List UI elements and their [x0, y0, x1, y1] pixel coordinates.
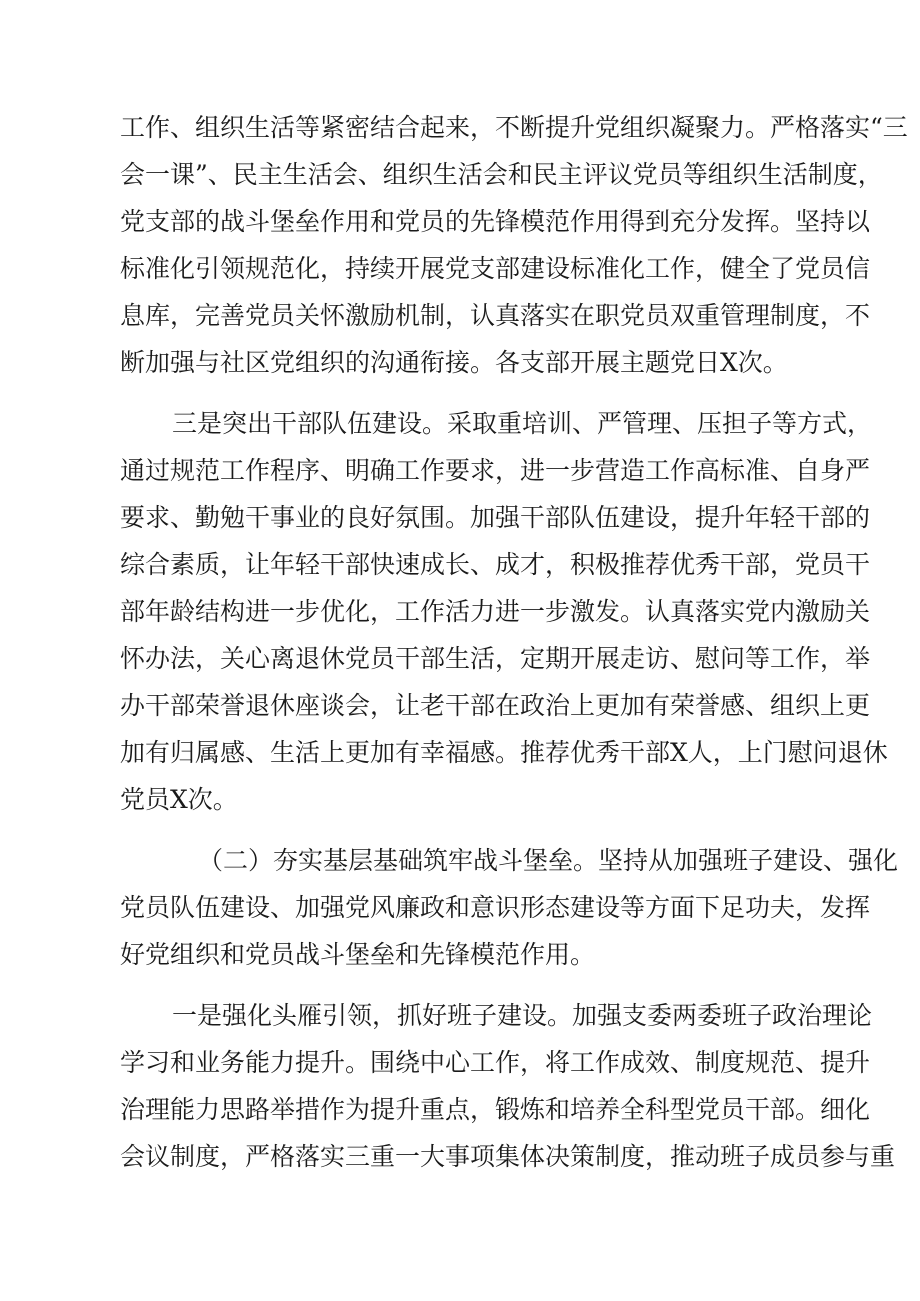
- text-line: 息库，完善党员关怀激励机制，认真落实在职党员双重管理制度，不: [120, 301, 871, 330]
- text-line: 要求、勤勉干事业的良好氛围。加强干部队伍建设，提升年轻干部的: [120, 503, 871, 532]
- paragraph-leadership-team: [120, 992, 896, 1180]
- text-line: 党支部的战斗堡垒作用和党员的先锋模范作用得到充分发挥。坚持以: [120, 207, 871, 236]
- paragraph-cadre-team: [120, 400, 888, 823]
- section-heading-line: （二）夯实基层基础筑牢战斗堡垒。坚持从加强班子建设、强化: [198, 846, 899, 875]
- paragraph-spacer: [120, 978, 800, 992]
- text-line: 综合素质，让年轻干部快速成长、成才，积极推荐优秀干部，党员干: [120, 550, 871, 579]
- text-line: 好党组织和党员战斗堡垒和先锋模范作用。: [120, 940, 596, 969]
- paragraph-spacer: [120, 386, 800, 400]
- text-line: 办干部荣誉退休座谈会，让老干部在政治上更加有荣誉感、组织上更: [120, 691, 871, 720]
- text-line: 三是突出干部队伍建设。采取重培训、严管理、压担子等方式，: [172, 409, 873, 438]
- text-line: 党员X次。: [120, 785, 238, 814]
- text-line: 工作、组织生活等紧密结合起来，不断提升党组织凝聚力。严格落实“三: [120, 113, 908, 142]
- text-line: 通过规范工作程序、明确工作要求，进一步营造工作高标准、自身严: [120, 456, 871, 485]
- document-body: [120, 104, 908, 1180]
- text-line: 一是强化头雁引领，抓好班子建设。加强支委两委班子政治理论: [172, 1001, 873, 1030]
- text-line: 断加强与社区党组织的沟通衔接。各支部开展主题党日X次。: [120, 348, 788, 377]
- paragraph-spacer: [120, 823, 800, 837]
- paragraph-organization-life: [120, 104, 908, 386]
- text-line: 会议制度，严格落实三重一大事项集体决策制度，推动班子成员参与重: [120, 1142, 896, 1171]
- text-line: 会一课”、民主生活会、组织生活会和民主评议党员等组织生活制度，: [120, 160, 883, 189]
- text-line: 治理能力思路举措作为提升重点，锻炼和培养全科型党员干部。细化: [120, 1095, 871, 1124]
- text-line: 学习和业务能力提升。围绕中心工作，将工作成效、制度规范、提升: [120, 1048, 871, 1077]
- paragraph-grassroots-foundation: [120, 837, 899, 978]
- text-line: 党员队伍建设、加强党风廉政和意识形态建设等方面下足功夫，发挥: [120, 893, 871, 922]
- text-line: 标准化引领规范化，持续开展党支部建设标准化工作，健全了党员信: [120, 254, 871, 283]
- text-line: 加有归属感、生活上更加有幸福感。推荐优秀干部X人，上门慰问退休: [120, 738, 888, 767]
- text-line: 部年龄结构进一步优化，工作活力进一步激发。认真落实党内激励关: [120, 597, 871, 626]
- text-line: 怀办法，关心离退休党员干部生活，定期开展走访、慰问等工作，举: [120, 644, 871, 673]
